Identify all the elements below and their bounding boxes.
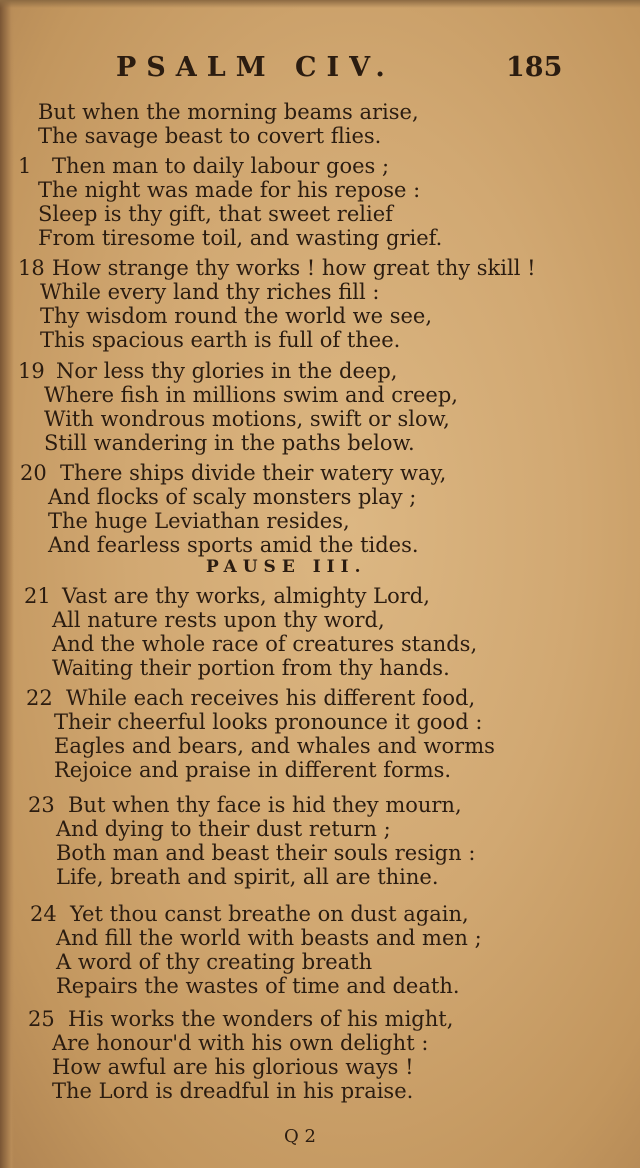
stanza-number: 21 <box>24 584 51 608</box>
section-heading: PAUSE III. <box>206 557 367 577</box>
verse-line: While every land thy riches fill : <box>40 280 380 304</box>
stanza-number: 19 <box>18 359 45 383</box>
verse-line: The savage beast to covert flies. <box>38 124 382 148</box>
psalm-title: PSALM CIV. <box>116 52 395 83</box>
verse-line: This spacious earth is full of thee. <box>40 328 401 352</box>
verse-line: All nature rests upon thy word, <box>52 608 385 632</box>
verse-line: There ships divide their watery way, <box>60 461 447 485</box>
verse-line: Repairs the wastes of time and death. <box>56 974 460 998</box>
stanza-number: 1 <box>18 154 32 178</box>
verse-line: And fill the world with beasts and men ; <box>56 926 482 950</box>
verse-line: Yet thou canst breathe on dust again, <box>70 902 469 926</box>
verse-line: And the whole race of creatures stands, <box>52 632 478 656</box>
verse-line: Life, breath and spirit, all are thine. <box>56 865 439 889</box>
verse-line: The huge Leviathan resides, <box>48 509 350 533</box>
stanza-number: 22 <box>26 686 53 710</box>
verse-line: Still wandering in the paths below. <box>44 431 415 455</box>
verse-line: Their cheerful looks pronounce it good : <box>54 710 483 734</box>
verse-line: The Lord is dreadful in his praise. <box>52 1079 414 1103</box>
page-number: 185 <box>506 52 563 83</box>
verse-line: Waiting their portion from thy hands. <box>52 656 450 680</box>
verse-line: Both man and beast their souls resign : <box>56 841 476 865</box>
verse-line: And fearless sports amid the tides. <box>48 533 419 557</box>
verse-line: But when thy face is hid they mourn, <box>68 793 462 817</box>
verse-line: While each receives his different food, <box>66 686 476 710</box>
verse-line: The night was made for his repose : <box>38 178 421 202</box>
stanza-number: 25 <box>28 1007 55 1031</box>
verse-line: How strange thy works ! how great thy skill ! <box>52 256 536 280</box>
verse-line: Where fish in millions swim and creep, <box>44 383 458 407</box>
verse-line: But when the morning beams arise, <box>38 100 419 124</box>
verse-line: His works the wonders of his might, <box>68 1007 454 1031</box>
verse-line: And flocks of scaly monsters play ; <box>48 485 417 509</box>
verse-line: How awful are his glorious ways ! <box>52 1055 414 1079</box>
stanza-number: 24 <box>30 902 57 926</box>
verse-line: Then man to daily labour goes ; <box>52 154 390 178</box>
verse-line: Thy wisdom round the world we see, <box>40 304 433 328</box>
stanza-number: 20 <box>20 461 47 485</box>
verse-line: Vast are thy works, almighty Lord, <box>62 584 430 608</box>
verse-line: From tiresome toil, and wasting grief. <box>38 226 443 250</box>
stanza-number: 18 <box>18 256 45 280</box>
signature-mark: Q 2 <box>284 1126 316 1147</box>
verse-line: Eagles and bears, and whales and worms <box>54 734 495 758</box>
verse-line: Are honour'd with his own delight : <box>52 1031 429 1055</box>
verse-line: And dying to their dust return ; <box>56 817 391 841</box>
page-gutter <box>0 0 14 1168</box>
page-top-edge <box>0 0 640 8</box>
stanza-number: 23 <box>28 793 55 817</box>
verse-line: Rejoice and praise in different forms. <box>54 758 452 782</box>
verse-line: Nor less thy glories in the deep, <box>56 359 398 383</box>
running-header <box>0 52 640 88</box>
verse-line: A word of thy creating breath <box>56 950 373 974</box>
verse-line: Sleep is thy gift, that sweet relief <box>38 202 393 226</box>
verse-line: With wondrous motions, swift or slow, <box>44 407 450 431</box>
